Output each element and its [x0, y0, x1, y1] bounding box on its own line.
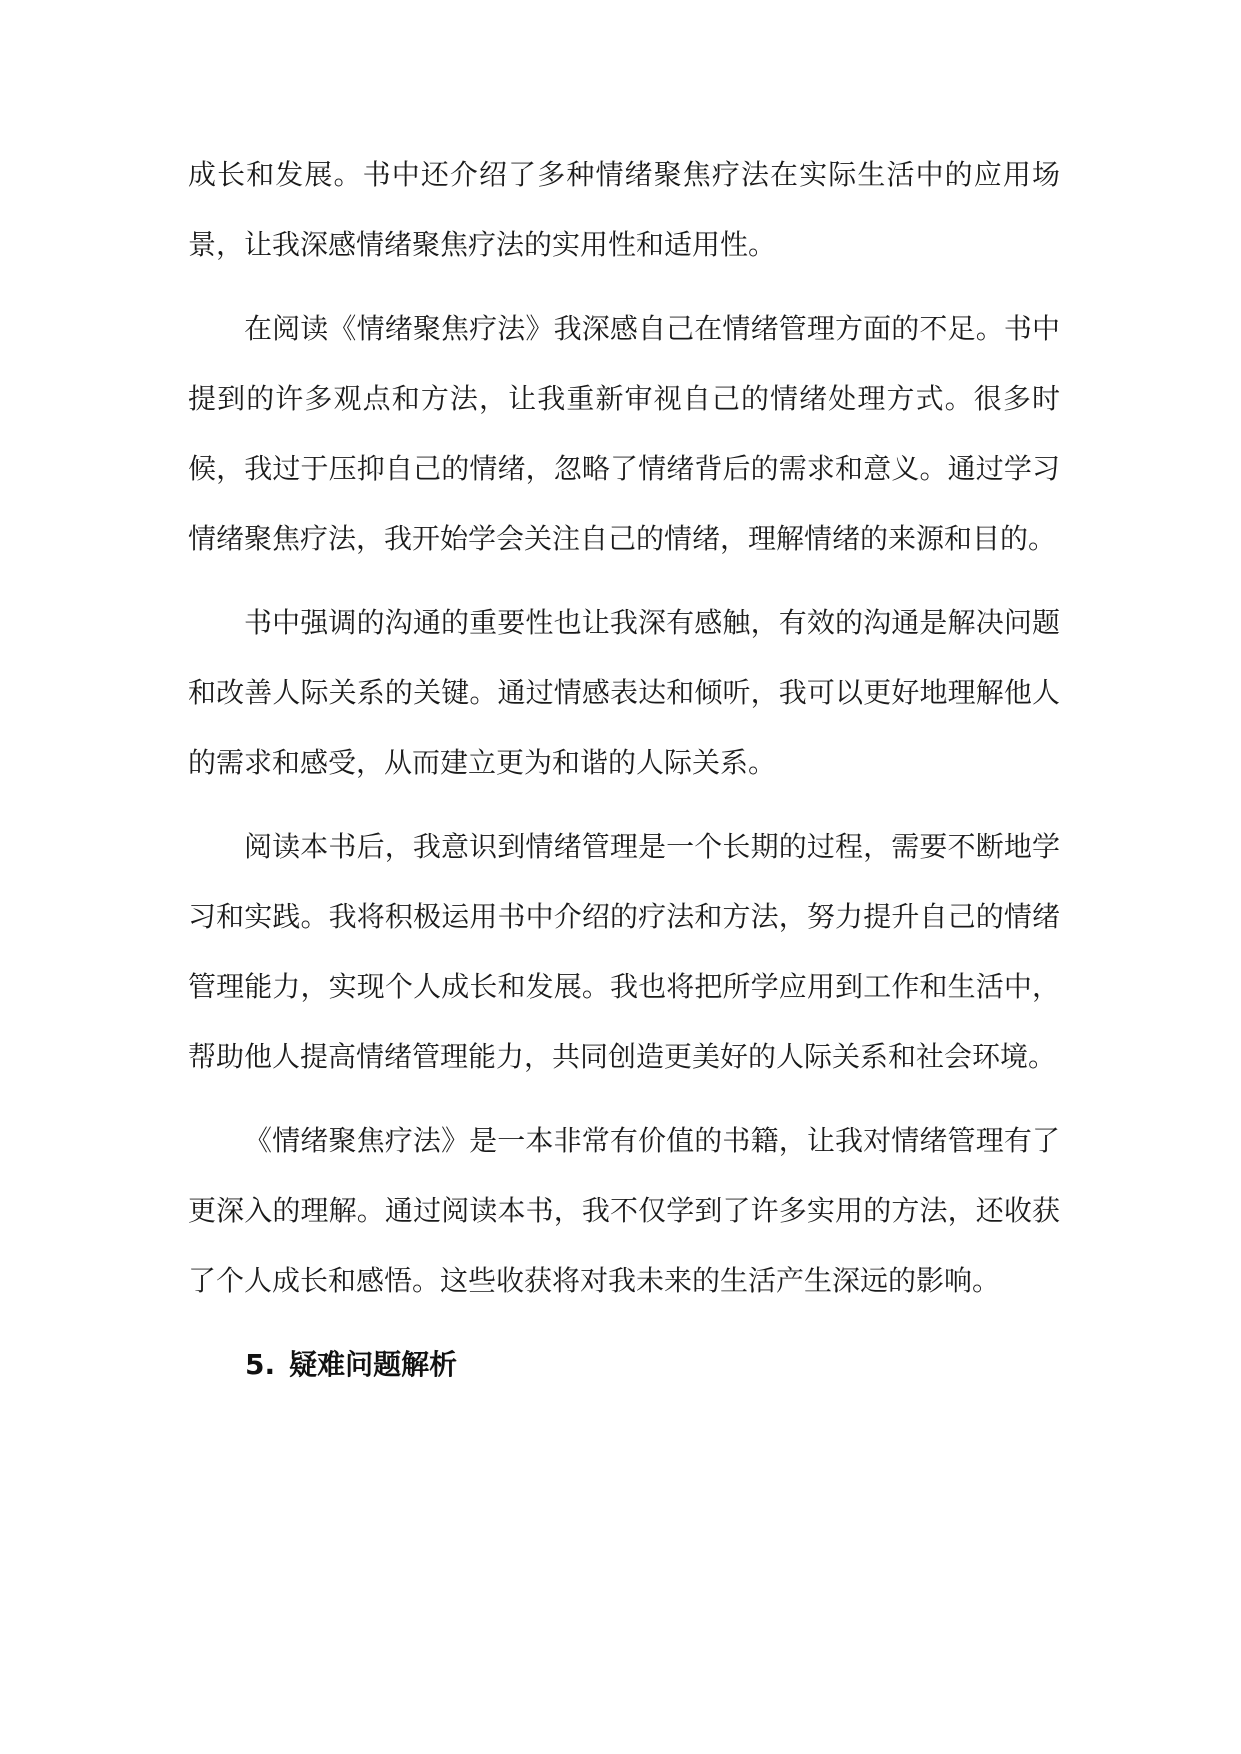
paragraph-continuation: 成长和发展。书中还介绍了多种情绪聚焦疗法在实际生活中的应用场景，让我深感情绪聚焦疗法的实用性和适用性。 [188, 158, 1060, 261]
section-number: 5. [245, 1348, 276, 1381]
document-body [188, 140, 1060, 1400]
section-title: 疑难问题解析 [289, 1348, 458, 1381]
section-heading [188, 1330, 1060, 1400]
paragraph-practice: 阅读本书后，我意识到情绪管理是一个长期的过程，需要不断地学习和实践。我将积极运用书中介绍的疗法和方法，努力提升自己的情绪管理能力，实现个人成长和发展。我也将把所学应用到工作和生活中，帮助他人提高情绪管理能力，共同创造更美好的人际关系和社会环境。 [188, 830, 1060, 1073]
paragraph-conclusion: 《情绪聚焦疗法》是一本非常有价值的书籍，让我对情绪管理有了更深入的理解。通过阅读本书，我不仅学到了许多实用的方法，还收获了个人成长和感悟。这些收获将对我未来的生活产生深远的影响。 [188, 1124, 1060, 1297]
paragraph-self-reflection: 在阅读《情绪聚焦疗法》我深感自己在情绪管理方面的不足。书中提到的许多观点和方法，让我重新审视自己的情绪处理方式。很多时候，我过于压抑自己的情绪，忽略了情绪背后的需求和意义。通过学习情绪聚焦疗法，我开始学会关注自己的情绪，理解情绪的来源和目的。 [188, 312, 1060, 555]
paragraph-communication: 书中强调的沟通的重要性也让我深有感触，有效的沟通是解决问题和改善人际关系的关键。通过情感表达和倾听，我可以更好地理解他人的需求和感受，从而建立更为和谐的人际关系。 [188, 606, 1060, 779]
